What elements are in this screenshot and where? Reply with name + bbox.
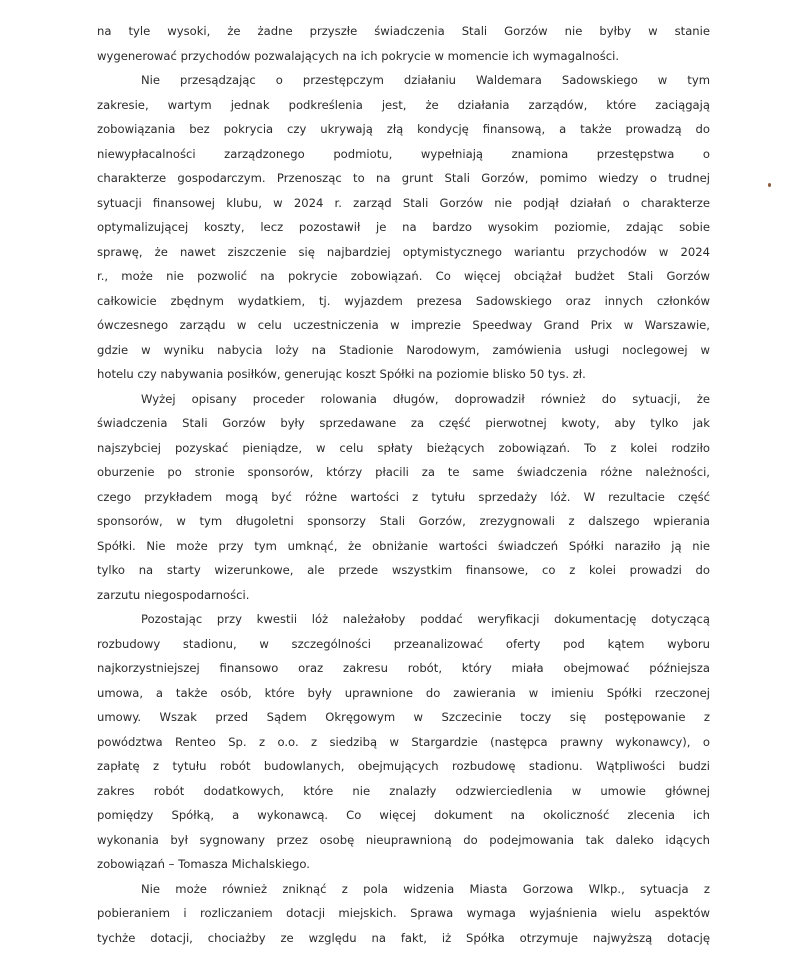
text-line: najszybciej pozyskać pieniądze, w celu spłaty bieżących zobowiązań. To z kolei rodziło <box>97 440 710 455</box>
text-line: zobowiązania bez pokrycia czy ukrywają złą kondycję finansową, a także prowadzą do <box>97 122 710 136</box>
text-line: Spółki. Nie może przy tym umknąć, że obniżanie wartości świadczeń Spółki naraziło ją nie <box>97 538 710 553</box>
text-line: niewypłacalności zarządzonego podmiotu, wypełniają znamiona przestępstwa o <box>97 146 710 161</box>
text-line: czego przykładem mogą być różne wartości z tytułu sprzedaży lóż. W rezultacie część <box>97 489 710 504</box>
text-line: całkowicie zbędnym wydatkiem, tj. wyjazdem prezesa Sadowskiego oraz innych członków <box>97 293 710 308</box>
paragraph <box>97 877 710 951</box>
text-line: Wyżej opisany proceder rolowania długów, doprowadził również do sytuacji, że <box>141 391 710 406</box>
paragraph <box>97 19 710 68</box>
text-line: zakres robót dodatkowych, które nie znalazły odzwierciedlenia w umowie głównej <box>97 783 710 798</box>
text-line: umowa, a także osób, które były uprawnione do zawierania w imieniu Spółki rzeczonej <box>97 685 710 700</box>
text-line: tylko na starty wizerunkowe, ale przede wszystkim finansowe, co z kolei prowadzi do <box>97 563 710 577</box>
text-line: optymalizującej koszty, lecz pozostawił je na bardzo wysokim poziomie, zdając sobie <box>97 220 710 234</box>
text-line: pobieraniem i rozliczaniem dotacji miejskich. Sprawa wymaga wyjaśnienia wielu aspektów <box>97 906 710 920</box>
text-line: Nie może również zniknąć z pola widzenia Miasta Gorzowa Wlkp., sytuacja z <box>141 881 710 896</box>
text-line: sprawę, że nawet ziszczenie się najbardziej optymistycznego wariantu przychodów w 2024 <box>97 244 710 259</box>
text-line: rozbudowy stadionu, w szczególności przeanalizować oferty pod kątem wyboru <box>97 636 710 651</box>
text-line: na tyle wysoki, że żadne przyszłe świadczenia Stali Gorzów nie byłby w stanie <box>97 24 710 38</box>
text-line: zakresie, wartym jednak podkreślenia jest, że działania zarządów, które zaciągają <box>97 97 710 112</box>
paragraph <box>97 68 710 387</box>
text-line: wygenerować przychodów pozwalających na ich pokrycie w momencie ich wymagalności. <box>97 48 620 63</box>
text-line: zobowiązań – Tomasza Michalskiego. <box>97 857 310 871</box>
text-line: umowy. Wszak przed Sądem Okręgowym w Szczecinie toczy się postępowanie z <box>97 710 710 724</box>
scan-speck <box>768 183 771 187</box>
text-line: Nie przesądzając o przestępczym działaniu Waldemara Sadowskiego w tym <box>141 73 710 87</box>
text-line: zarzutu niegospodarności. <box>97 587 250 602</box>
text-line: charakterze gospodarczym. Przenosząc to na grunt Stali Gorzów, pomimo wiedzy o trudnej <box>97 171 710 185</box>
text-line: ówczesnego zarządu w celu uczestniczenia w imprezie Speedway Grand Prix w Warszawie, <box>97 318 710 332</box>
text-line: świadczenia Stali Gorzów były sprzedawane za część pierwotnej kwoty, aby tylko jak <box>97 416 710 430</box>
text-line: sytuacji finansowej klubu, w 2024 r. zarząd Stali Gorzów nie podjął działań o charakterze <box>97 195 710 210</box>
text-line: tychże dotacji, chociażby ze względu na fakt, iż Spółka otrzymuje najwyższą dotację <box>97 930 710 945</box>
paragraph <box>97 387 710 608</box>
text-line: hotelu czy nabywania posiłków, generując koszt Spółki na poziomie blisko 50 tys. zł. <box>97 367 586 381</box>
text-line: gdzie w wyniku nabycia loży na Stadionie Narodowym, zamówienia usługi noclegowej w <box>97 342 710 357</box>
text-line: wykonania był sygnowany przez osobę nieuprawnioną do podejmowania tak daleko idących <box>97 832 710 847</box>
text-line: oburzenie po stronie sponsorów, którzy płacili za te same świadczenia różne należności, <box>97 465 710 479</box>
text-line: sponsorów, w tym długoletni sponsorzy Stali Gorzów, zrezygnowali z dalszego wpierania <box>97 514 710 528</box>
text-line: Pozostając przy kwestii lóż należałoby poddać weryfikacji dokumentację dotyczącą <box>141 612 710 626</box>
document-page <box>97 19 710 950</box>
text-line: powództwa Renteo Sp. z o.o. z siedzibą w Stargardzie (następca prawny wykonawcy), o <box>97 734 710 749</box>
paragraph <box>97 607 710 877</box>
text-line: zapłatę z tytułu robót budowlanych, obejmujących rozbudowę stadionu. Wątpliwości budzi <box>97 759 710 773</box>
text-line: r., może nie pozwolić na pokrycie zobowiązań. Co więcej obciążał budżet Stali Gorzów <box>97 269 710 283</box>
text-line: pomiędzy Spółką, a wykonawcą. Co więcej dokument na okoliczność zlecenia ich <box>97 808 710 822</box>
text-line: najkorzystniejszej finansowo oraz zakresu robót, który miała obejmować późniejsza <box>97 661 710 675</box>
